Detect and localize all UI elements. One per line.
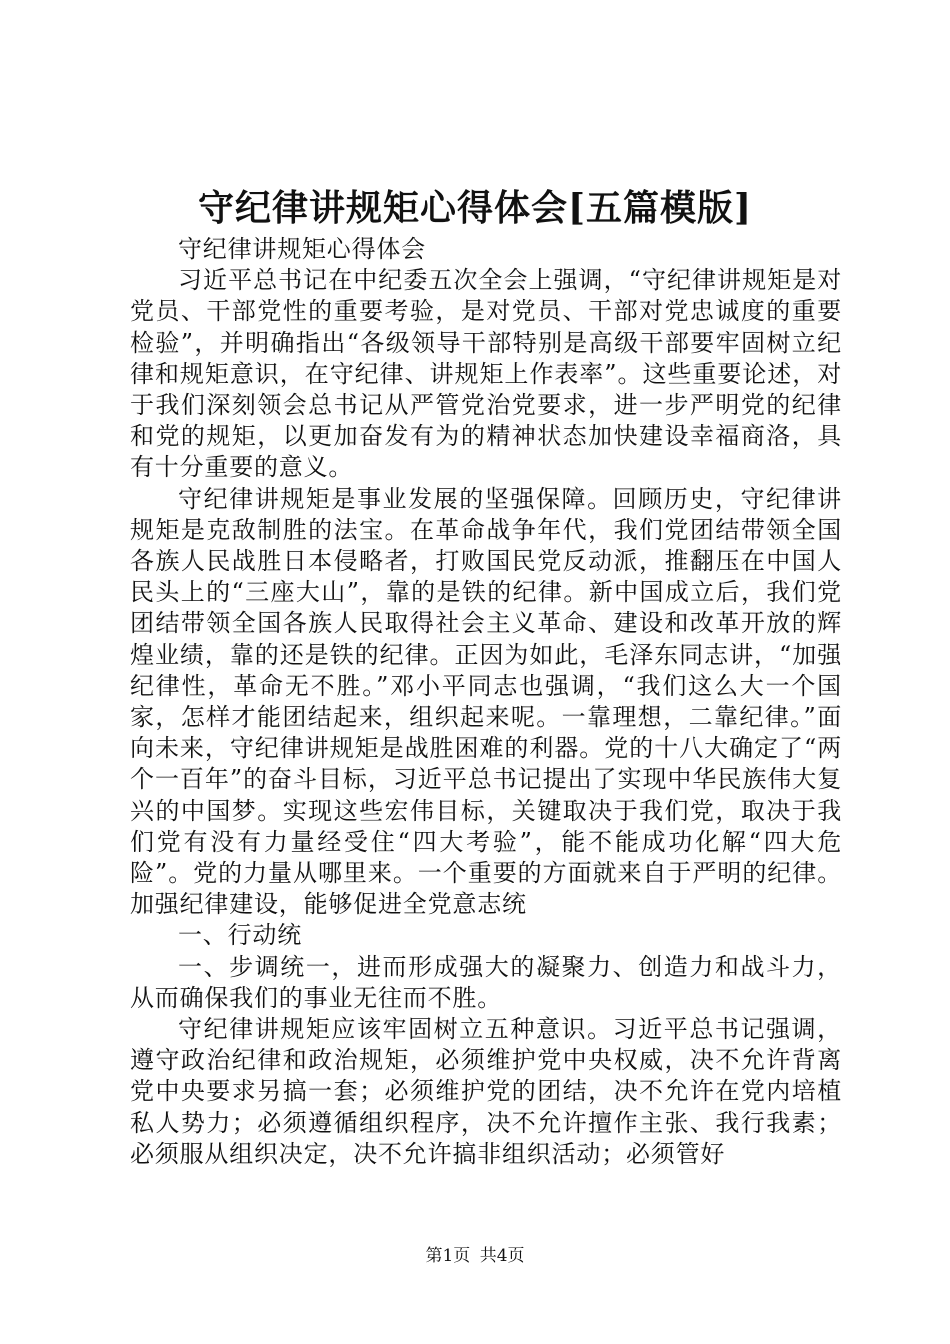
paragraph: 守纪律讲规矩是事业发展的坚强保障。回顾历史，守纪律讲规矩是克敌制胜的法宝。在革命战争年代，我们党团结带领全国各族人民战胜日本侵略者，打败国民党反动派，推翻压在中国人民头上的“三座大山”，靠的是铁的纪律。新中国成立后，我们党团结带领全国各族人民取得社会主义革命、建设和改革开放的辉煌业绩，靠的还是铁的纪律。正因为如此，毛泽东同志讲，“加强纪律性，革命无不胜。”邓小平同志也强调，“我们这么大一个国家，怎样才能团结起来，组织起来呢。一靠理想，二靠纪律。”面向未来，守纪律讲规矩是战胜困难的利器。党的十八大确定了“两个一百年”的奋斗目标，习近平总书记提出了实现中华民族伟大复兴的中国梦。实现这些宏伟目标，关键取决于我们党，取决于我们党有没有力量经受住“四大考验”，能不能成功化解“四大危险”。党的力量从哪里来。一个重要的方面就来自于严明的纪律。加强纪律建设，能够促进全党意志统 xyxy=(130,484,842,919)
page-number: 第1页 xyxy=(425,1246,471,1266)
document-title: 守纪律讲规矩心得体会[五篇模版] xyxy=(197,187,753,229)
page-total: 共4页 xyxy=(479,1246,525,1266)
paragraph: 一、步调统一，进而形成强大的凝聚力、创造力和战斗力，从而确保我们的事业无往而不胜。 xyxy=(130,952,842,1012)
page-footer xyxy=(0,1244,950,1268)
paragraph: 守纪律讲规矩应该牢固树立五种意识。习近平总书记强调，遵守政治纪律和政治规矩，必须维护党中央权威，决不允许背离党中央要求另搞一套；必须维护党的团结，决不允许在党内培植私人势力；必须遵循组织程序，决不允许擅作主张、我行我素；必须服从组织决定，决不允许搞非组织活动；必须管好 xyxy=(130,1015,842,1168)
paragraph: 一、行动统 xyxy=(178,921,302,950)
paragraph: 习近平总书记在中纪委五次全会上强调，“守纪律讲规矩是对党员、干部党性的重要考验，是对党员、干部对党忠诚度的重要检验”，并明确指出“各级领导干部特别是高级干部要牢固树立纪律和规矩意识，在守纪律、讲规矩上作表率”。这些重要论述，对于我们深刻领会总书记从严管党治党要求，进一步严明党的纪律和党的规矩，以更加奋发有为的精神状态加快建设幸福商洛，具有十分重要的意义。 xyxy=(130,266,842,482)
paragraph-subtitle: 守纪律讲规矩心得体会 xyxy=(178,235,426,263)
document-body xyxy=(130,234,842,1170)
